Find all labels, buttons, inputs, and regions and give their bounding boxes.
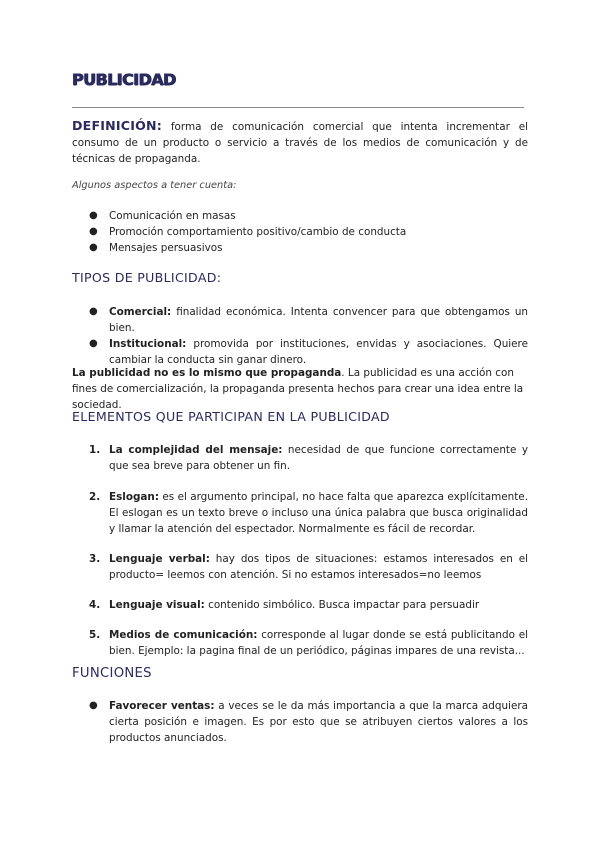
item-label: Eslogan: xyxy=(109,491,159,503)
item-text: finalidad económica. Intenta convencer para que obtengamos un bien. xyxy=(109,306,528,334)
item-text: promovida por instituciones, envidas y asociaciones. Quiere cambiar la conducta sin ganar dinero. xyxy=(109,338,528,366)
list-item xyxy=(72,597,528,613)
note-text: . La publicidad es una acción con fines de comercialización, la propaganda presenta hechos para crear una idea entre la sociedad. xyxy=(72,367,524,411)
list-item xyxy=(72,224,528,240)
list-item xyxy=(72,551,528,583)
list-item xyxy=(72,627,528,659)
bullet-icon: ● xyxy=(89,700,98,711)
item-number: 3. xyxy=(89,553,101,565)
list-item-text: Comunicación en masas xyxy=(109,210,236,222)
item-text: contenido simbólico. Busca impactar para persuadir xyxy=(208,599,480,611)
definition-paragraph xyxy=(72,118,528,167)
definition-text: forma de comunicación comercial que intenta incrementar el consumo de un producto o servicio a través de los medios de comunicación y de técnicas de propaganda. xyxy=(72,121,528,165)
item-label: La complejidad del mensaje: xyxy=(109,444,283,456)
item-text: a veces se le da más importancia a que la marca adquiera cierta posición e imagen. Es por esto que se atribuyen ciertos valores a los productos anunciados. xyxy=(109,700,528,744)
elementos-heading: ELEMENTOS QUE PARTICIPAN EN LA PUBLICIDAD xyxy=(72,409,390,424)
title-divider xyxy=(72,107,524,108)
item-number: 1. xyxy=(89,444,101,456)
elementos-list xyxy=(72,442,528,659)
bullet-icon: ● xyxy=(89,210,98,221)
item-text: necesidad de que funcione correctamente y que sea breve para obtener un fin. xyxy=(109,444,528,472)
list-item xyxy=(72,336,528,368)
item-label: Institucional: xyxy=(109,338,187,350)
list-item xyxy=(72,442,528,474)
item-label: Lenguaje visual: xyxy=(109,599,205,611)
propaganda-note xyxy=(72,365,528,413)
item-label: Comercial: xyxy=(109,306,172,318)
item-text: hay dos tipos de situaciones: estamos interesados en el producto= leemos con atención. Si no estamos interesados=no leemos xyxy=(109,553,528,581)
item-label: Favorecer ventas: xyxy=(109,700,215,712)
tipos-heading: TIPOS DE PUBLICIDAD: xyxy=(72,270,222,285)
list-item xyxy=(72,698,528,746)
funciones-list xyxy=(72,698,528,746)
list-item xyxy=(72,304,528,336)
item-text: corresponde al lugar donde se está publicitando el bien. Ejemplo: la pagina final de un periódico, páginas impares de una revista... xyxy=(109,629,528,657)
bullet-icon: ● xyxy=(89,338,98,349)
list-item xyxy=(72,489,528,537)
bullet-icon: ● xyxy=(89,226,98,237)
item-number: 2. xyxy=(89,491,101,503)
item-label: Lenguaje verbal: xyxy=(109,553,210,565)
list-item-text: Mensajes persuasivos xyxy=(109,242,223,254)
aspects-intro: Algunos aspectos a tener cuenta: xyxy=(72,180,237,191)
note-bold: La publicidad no es lo mismo que propaganda xyxy=(72,367,342,379)
bullet-icon: ● xyxy=(89,306,98,317)
definition-label: DEFINICIÓN: xyxy=(72,118,162,133)
item-label: Medios de comunicación: xyxy=(109,629,258,641)
item-number: 5. xyxy=(89,629,101,641)
item-number: 4. xyxy=(89,599,101,611)
list-item xyxy=(72,240,528,256)
item-text: es el argumento principal, no hace falta que aparezca explícitamente. El eslogan es un texto breve o incluso una única palabra que busca originalidad y llamar la atención del espectador. Normalmente es fácil de recordar. xyxy=(109,491,528,535)
list-item-text: Promoción comportamiento positivo/cambio de conducta xyxy=(109,226,407,238)
tipos-list xyxy=(72,304,528,368)
funciones-heading: FUNCIONES xyxy=(72,666,152,681)
page-title: PUBLICIDAD xyxy=(72,70,176,89)
aspects-list xyxy=(72,208,528,256)
bullet-icon: ● xyxy=(89,242,98,253)
list-item xyxy=(72,208,528,224)
